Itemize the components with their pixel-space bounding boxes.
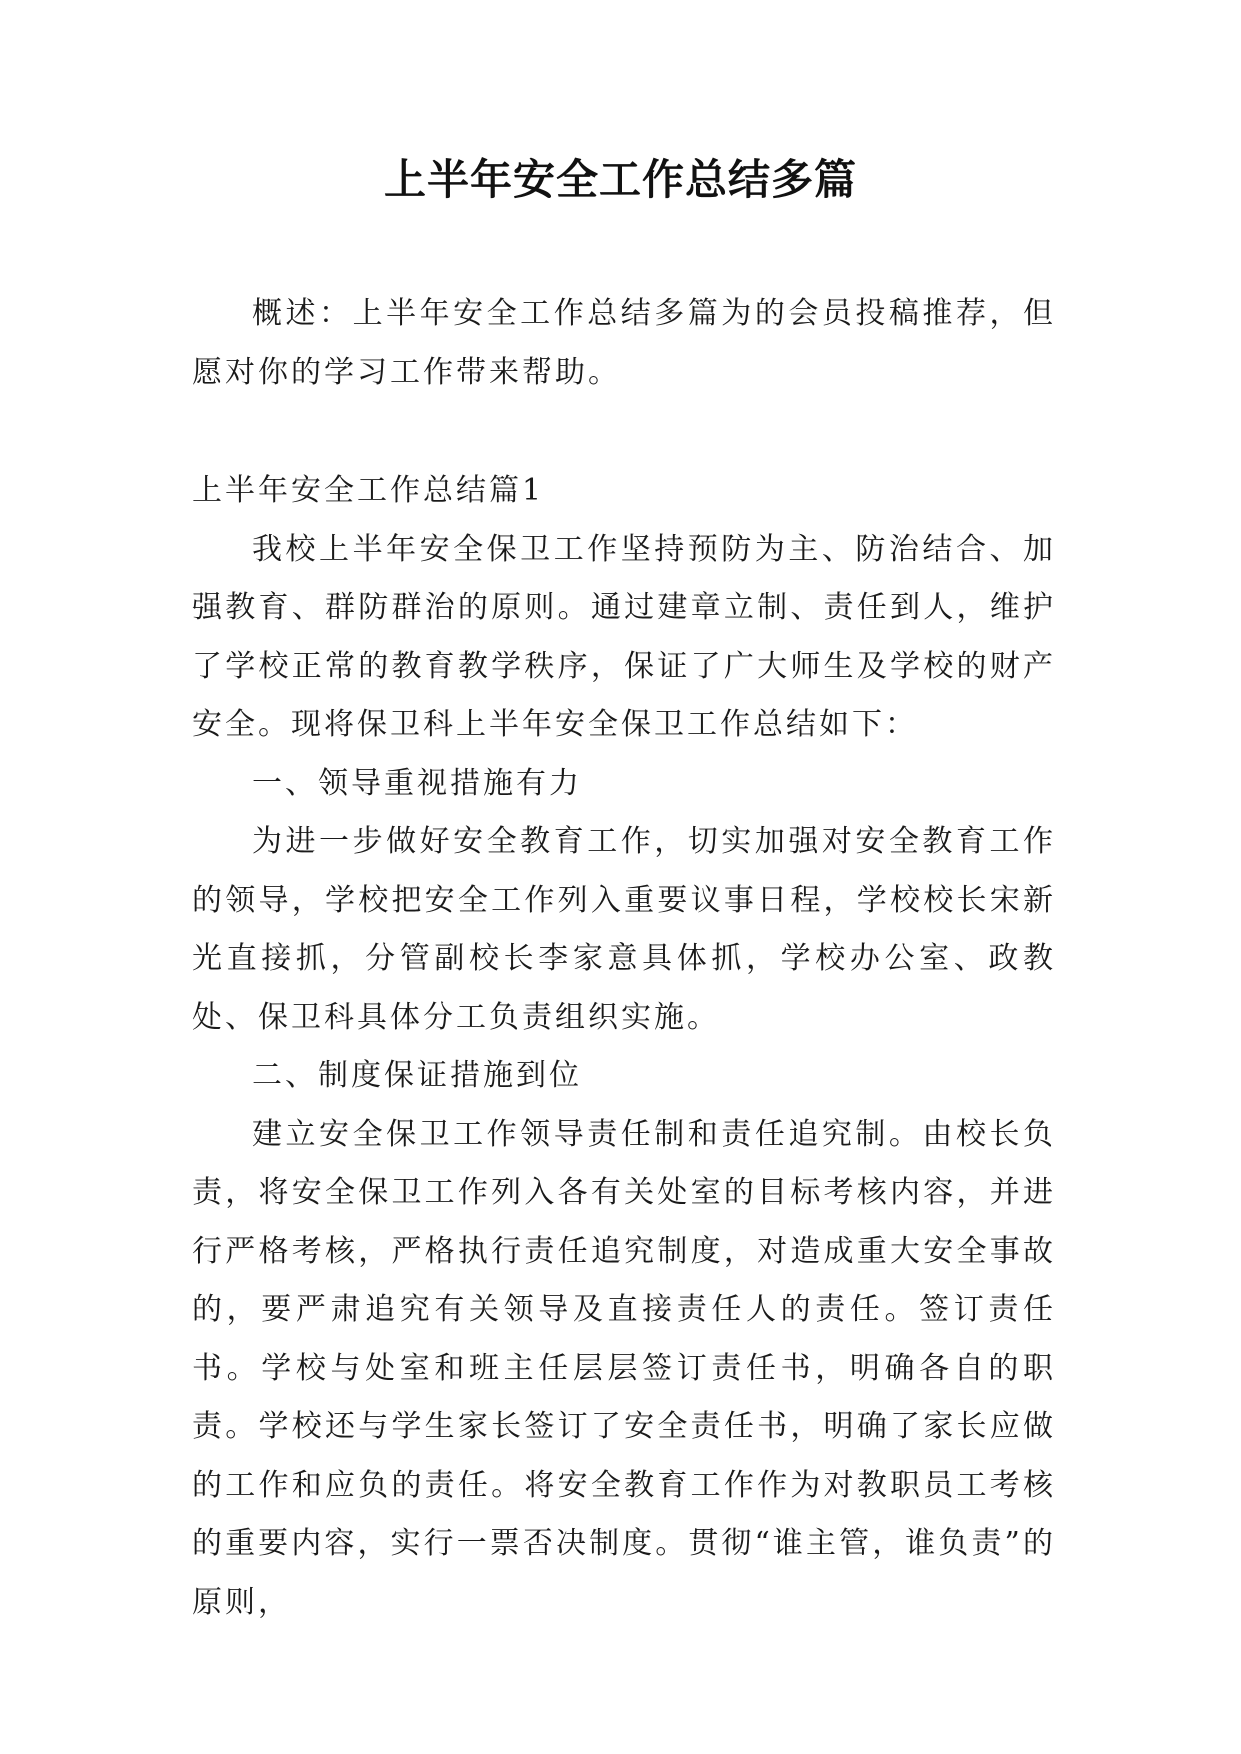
section-heading: 一、领导重视措施有力 [252, 765, 582, 801]
body-paragraph: 为进一步做好安全教育工作，切实加强对安全教育工作的领导，学校把安全工作列入重要议事日程，学校校长宋新光直接抓，分管副校长李家意具体抓，学校办公室、政教处、保卫科具体分工负责组织实施。 [192, 824, 1056, 1035]
section-heading: 二、制度保证措施到位 [252, 1058, 582, 1093]
summary-paragraph: 概述：上半年安全工作总结多篇为的会员投稿推荐，但愿对你的学习工作带来帮助。 [192, 296, 1056, 390]
body-paragraph: 建立安全保卫工作领导责任制和责任追究制。由校长负责，将安全保卫工作列入各有关处室的目标考核内容，并进行严格考核，严格执行责任追究制度，对造成重大安全事故的，要严肃追究有关领导及直接责任人的责任。签订责任书。学校与处室和班主任层层签订责任书，明确各自的职责。学校还与学生家长签订了安全责任书，明确了家长应做的工作和应负的责任。将安全教育工作作为对教职员工考核的重要内容，实行一票否决制度。贯彻“谁主管，谁负责”的原则， [192, 1116, 1056, 1620]
article-heading: 上半年安全工作总结篇1 [192, 473, 545, 508]
document-title: 上半年安全工作总结多篇 [383, 155, 857, 204]
document-body [192, 285, 1056, 1632]
body-paragraph: 我校上半年安全保卫工作坚持预防为主、防治结合、加强教育、群防群治的原则。通过建章立制、责任到人，维护了学校正常的教育教学秩序，保证了广大师生及学校的财产安全。现将保卫科上半年安全保卫工作总结如下： [192, 531, 1056, 742]
